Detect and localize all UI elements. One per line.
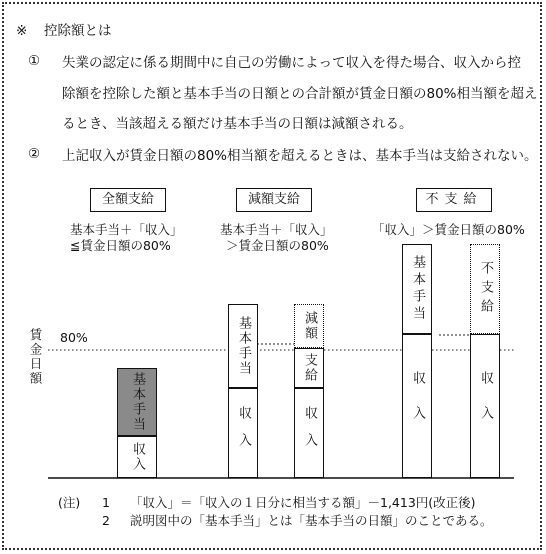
- condition-reduced-line-2: ＞賃金日額の80%: [226, 238, 329, 253]
- reduction-bar: [294, 304, 324, 348]
- reduced-benefit-label: 基本手当: [236, 316, 251, 376]
- notes-prefix: (注): [58, 495, 81, 510]
- item-1-number: ①: [28, 53, 41, 69]
- item-1-line-3: るとき、当該超える額だけ基本手当の日額は減額される。: [62, 116, 413, 132]
- header-mark: ※: [16, 23, 28, 39]
- category-reduced-payment-title: 減額支給: [236, 188, 312, 212]
- condition-reduced-line-1: 基本手当＋「収入」: [220, 222, 333, 237]
- reduced-right-income-bar: [294, 388, 324, 478]
- note-2-text: 説明図中の「基本手当」とは「基本手当の日額」のことである。: [130, 513, 493, 528]
- none-right-income-label: 収入: [478, 371, 493, 441]
- not-paid-label: 不支給: [478, 260, 493, 318]
- condition-full-line-2: ≦賃金日額の80%: [70, 238, 171, 253]
- category-no-payment-title: 不支給: [416, 188, 492, 212]
- item-1-line-1: 失業の認定に係る期間中に自己の労働によって収入を得た場合、収入から控: [62, 55, 521, 71]
- header-title: 控除額とは: [44, 23, 112, 39]
- note-1-text: 「収入」＝「収入の１日分に相当する額」－1,413円(改正後): [130, 495, 476, 510]
- reduced-benefit-bar: [228, 304, 258, 388]
- item-1-line-2: 除額を控除した額と基本手当の日額との合計額が賃金日額の80%相当額を超え: [62, 86, 538, 102]
- none-benefit-label: 基本手当: [410, 255, 425, 323]
- none-right-income-bar: [470, 334, 500, 478]
- full-benefit-label: 基本手当: [130, 372, 145, 432]
- not-paid-bar: [470, 244, 500, 334]
- condition-none-line-1: 「収入」＞賃金日額の80%: [372, 222, 525, 237]
- category-full-payment-title: 全額支給: [90, 188, 166, 212]
- none-income-bar: [402, 334, 432, 478]
- reduction-label: 減額: [302, 311, 317, 341]
- full-benefit-bar: [117, 368, 157, 436]
- full-income-bar: [117, 436, 157, 478]
- paid-bar: [294, 348, 324, 388]
- none-income-label: 収入: [410, 371, 425, 441]
- paid-label: 支給: [302, 353, 317, 383]
- note-2-number: 2: [102, 513, 110, 528]
- item-2-line-1: 上記収入が賃金日額の80%相当額を超えるときは、基本手当は支給されない。: [62, 148, 538, 164]
- condition-full-line-1: 基本手当＋「収入」: [70, 222, 183, 237]
- reduced-income-label: 収入: [236, 406, 251, 460]
- y-axis-label: 賃金日額: [28, 328, 43, 386]
- threshold-label: 80%: [60, 330, 88, 345]
- item-2-number: ②: [28, 146, 41, 162]
- none-benefit-bar: [402, 244, 432, 334]
- full-income-label: 収入: [130, 442, 145, 472]
- reduced-income-bar: [228, 388, 258, 478]
- reduced-right-income-label: 収入: [302, 406, 317, 460]
- note-1-number: 1: [102, 495, 110, 510]
